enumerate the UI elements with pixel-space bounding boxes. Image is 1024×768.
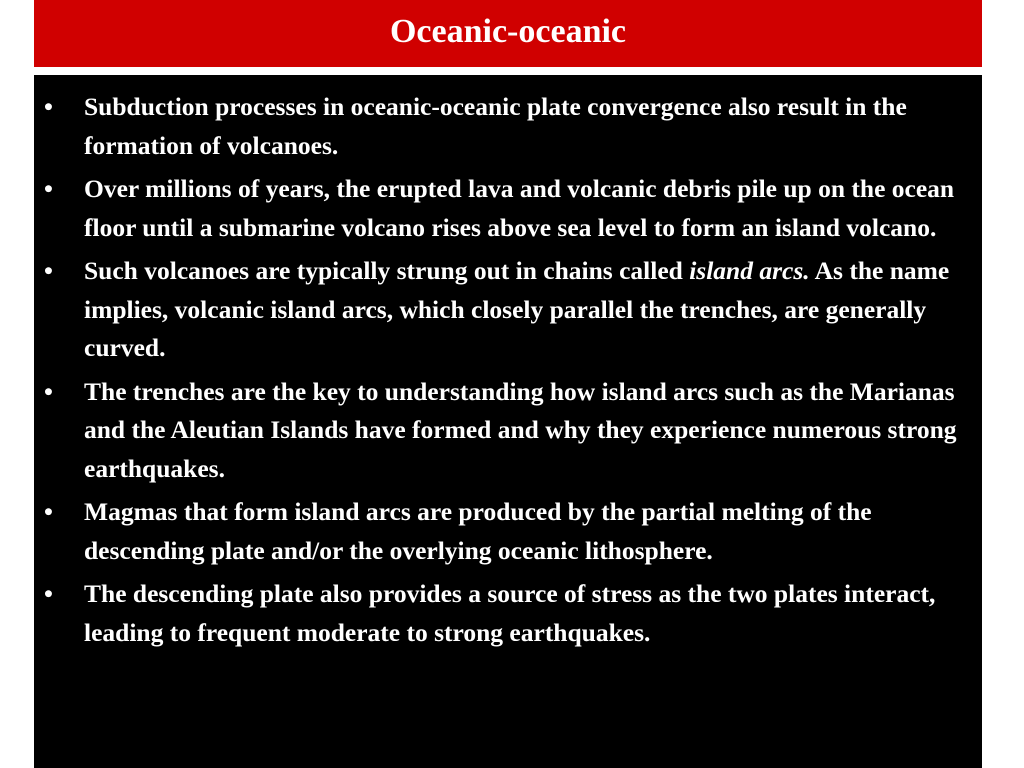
bullet-dot-icon: •: [44, 579, 53, 608]
bullet-item-subduction: [44, 88, 974, 165]
bullet-list: [44, 88, 974, 657]
bullet-text: Magmas that form island arcs are produced by the partial melting of the descending plate and/or the overlying oceanic lithosphere.: [84, 497, 872, 565]
bullet-text: Subduction processes in oceanic-oceanic plate convergence also result in the formation of volcanoes.: [84, 92, 907, 160]
bullet-dot-icon: •: [44, 376, 53, 406]
bullet-text-italic: island arcs.: [689, 256, 810, 285]
bullet-text: The descending plate also provides a source of stress as the two plates interact, leading to frequent moderate to strong earthquakes.: [84, 579, 936, 647]
bullet-text: The trenches are the key to understanding how island arcs such as the Marianas and the Aleutian Islands have formed and why they experience numerous strong earthquakes.: [84, 376, 957, 483]
slide-title: Oceanic-oceanic: [389, 12, 627, 50]
bullet-item-island-arcs: [44, 252, 974, 368]
bullet-item-descending-plate: [44, 575, 974, 652]
title-bar: [34, 0, 982, 67]
bullet-item-island-volcano: [44, 170, 974, 247]
bullet-dot-icon: •: [44, 256, 53, 285]
bullet-text: Over millions of years, the erupted lava and volcanic debris pile up on the ocean floor until a submarine volcano rises above sea level to form an island volcano.: [84, 174, 955, 242]
bullet-text-before: Such volcanoes are typically strung out in chains called: [84, 256, 690, 285]
bullet-item-trenches: [44, 373, 974, 489]
bullet-dot-icon: •: [44, 92, 53, 121]
bullet-dot-icon: •: [44, 174, 53, 203]
bullet-text-after: As the name implies, volcanic island arcs, which closely parallel the trenches, are generally curved.: [84, 256, 950, 362]
bullet-dot-icon: •: [44, 497, 53, 526]
content-panel: [34, 75, 982, 768]
bullet-item-magmas: [44, 493, 974, 570]
